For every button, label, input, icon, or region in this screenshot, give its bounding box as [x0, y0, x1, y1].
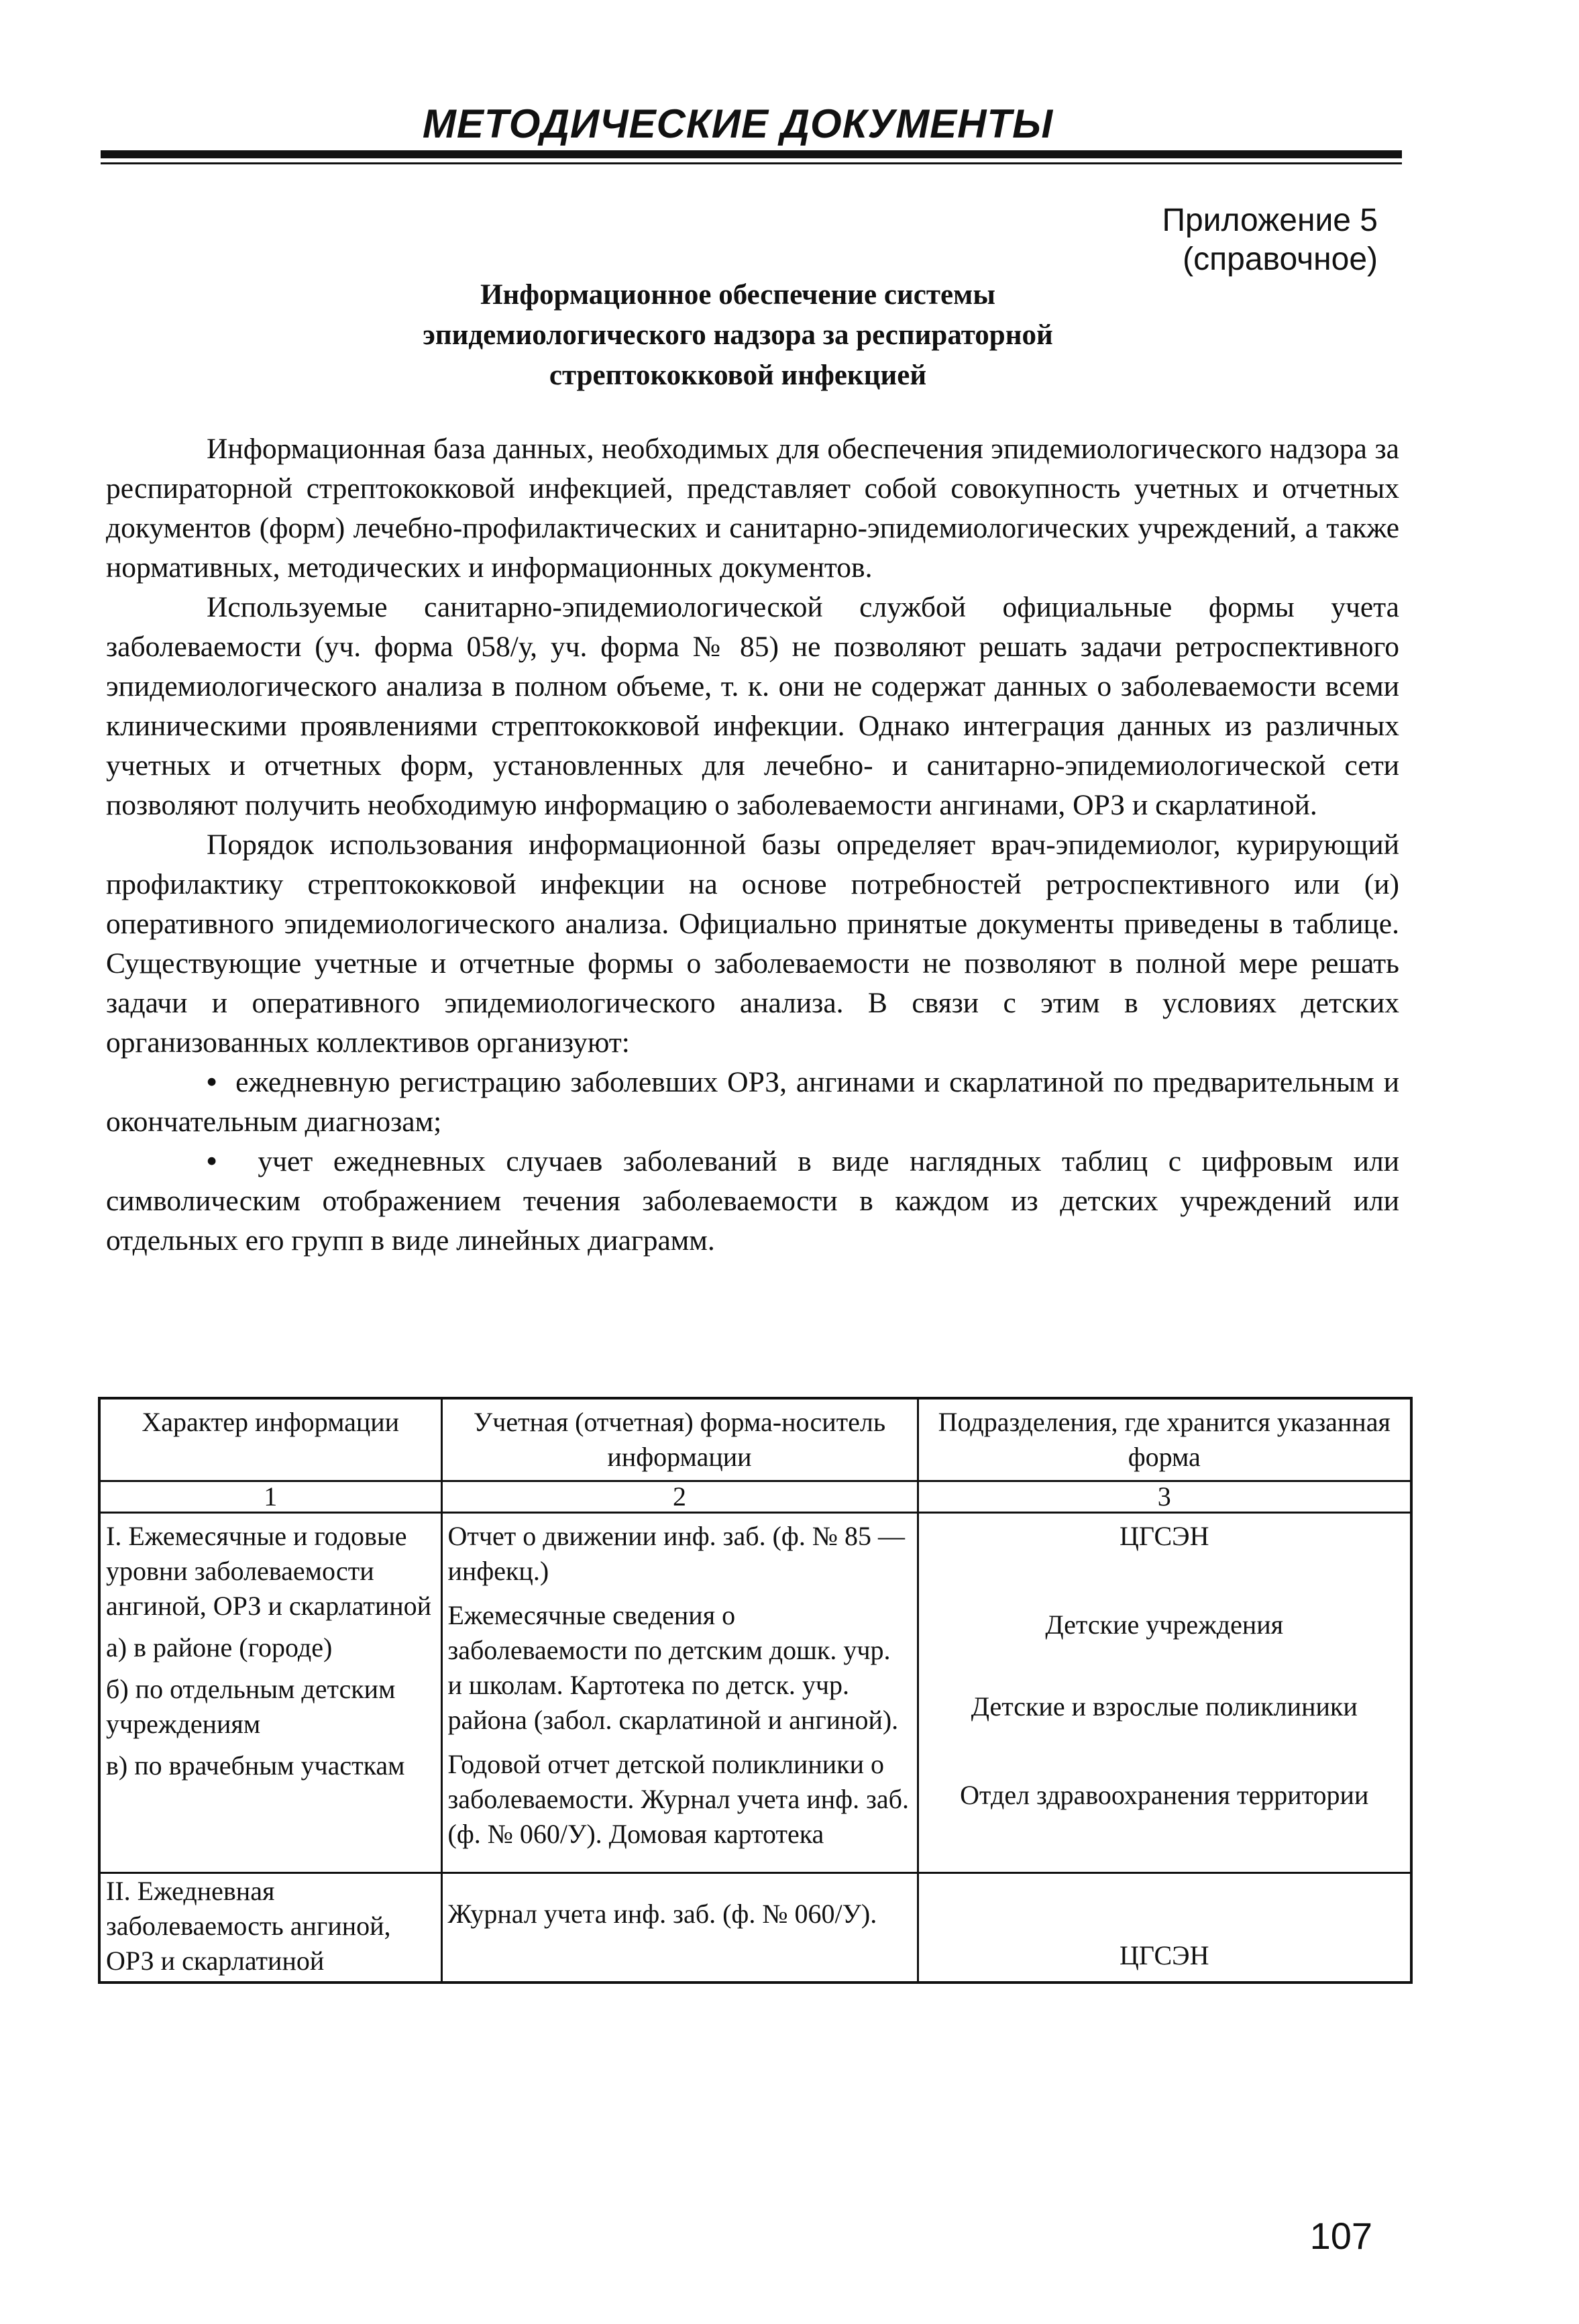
- paragraph-2: Используемые санитарно-эпидемиологической службой официальные формы учета заболеваемости (уч. форма 058/у, уч. форма № 85) не позволяют решать задачи ретроспективного эпидемиологического анализа в полном объеме, т. к. они не содержат данных о заболеваемости всеми клиническими проявлениями стрептококковой инфекции. Однако интеграция данных из различных учетных и отчетных форм, установленных для лечебно- и санитарно-эпидемиологической сети позволяют получить необходимую информацию о заболеваемости ангинами, ОРЗ и скарлатиной.: [106, 591, 1399, 821]
- row1-storage-3: Детские и взрослые поликлиники: [971, 1691, 1358, 1722]
- appendix-label: [1162, 201, 1378, 279]
- column-number-3: 3: [918, 1481, 1411, 1513]
- table-row: [99, 1873, 1411, 1983]
- row1-form-2: Ежемесячные сведения о заболеваемости по детским дошк. учр. и школам. Картотека по детск. учр. района (забол. скарлатиной и ангиной).: [447, 1600, 899, 1735]
- row1-info-c: в) по врачебным участкам: [106, 1750, 405, 1781]
- table-header-row: [99, 1398, 1411, 1481]
- page-number: 107: [1309, 2215, 1372, 2257]
- title-line-2: эпидемиологического надзора за респираторной: [423, 319, 1053, 351]
- row1-form-3: Годовой отчет детской поликлиники о заболеваемости. Журнал учета инф. заб.(ф. № 060/У). Домовая картотека: [447, 1749, 909, 1849]
- information-table: [98, 1397, 1413, 1984]
- header-form: Учетная (отчетная) форма-носитель информации: [441, 1398, 918, 1481]
- row2-form-cell: Журнал учета инф. заб. (ф. № 060/У).: [441, 1873, 918, 1983]
- appendix-type: (справочное): [1183, 242, 1378, 277]
- title-line-1: Информационное обеспечение системы: [480, 279, 995, 311]
- row1-info-cell: [99, 1513, 441, 1873]
- header-storage: Подразделения, где хранится указанная форма: [918, 1398, 1411, 1481]
- header-rule-thin: [101, 162, 1402, 164]
- section-header: МЕТОДИЧЕСКИЕ ДОКУМЕНТЫ: [422, 101, 1054, 146]
- table-row: [99, 1513, 1411, 1873]
- document-title: [288, 275, 1187, 396]
- row2-storage-cell: ЦГСЭН: [918, 1873, 1411, 1983]
- bullet-item-1: • ежедневную регистрацию заболевших ОРЗ, ангинами и скарлатиной по предварительным и окончательным диагнозам;: [106, 1063, 1399, 1142]
- row1-storage-1: ЦГСЭН: [1120, 1521, 1209, 1551]
- title-line-3: стрептококковой инфекцией: [549, 360, 927, 391]
- row1-info-a: а) в районе (городе): [106, 1632, 333, 1662]
- paragraph-3: Порядок использования информационной базы определяет врач-эпидемиолог, курирующий профилактику стрептококковой инфекции на основе потребностей ретроспективного или (и) оперативного эпидемиологического анализа. Официально принятые документы приведены в таблице. Существующие учетные и отчетные формы о заболеваемости не позволяют в полной мере решать задачи и оперативного эпидемиологического анализа. В связи с этим в условиях детских организованных коллективов организуют:: [106, 829, 1399, 1059]
- bullet-item-2: • учет ежедневных случаев заболеваний в виде наглядных таблиц с цифровым или символическим отображением течения заболеваемости в каждом из детских учреждений или отдельных его групп в виде линейных диаграмм.: [106, 1142, 1399, 1261]
- row2-info-cell: II. Ежедневная заболеваемость ангиной, ОРЗ и скарлатиной: [99, 1873, 441, 1983]
- row1-form-1: Отчет о движении инф. заб. (ф. № 85 —инфекц.): [447, 1521, 905, 1586]
- row1-info-heading: I. Ежемесячные и годовые уровни заболеваемости ангиной, ОРЗ и скарлатиной: [106, 1521, 432, 1621]
- row1-info-b: б) по отдельным детским учреждениям: [106, 1674, 396, 1739]
- column-number-1: 1: [99, 1481, 441, 1513]
- table-number-row: [99, 1481, 1411, 1513]
- appendix-number: Приложение 5: [1162, 203, 1378, 238]
- body-text: [106, 429, 1399, 1261]
- header-info-type: Характер информации: [99, 1398, 441, 1481]
- paragraph-1: Информационная база данных, необходимых для обеспечения эпидемиологического надзора за респираторной стрептококковой инфекцией, представляет собой совокупность учетных и отчетных документов (форм) лечебно-профилактических и санитарно-эпидемиологических учреждений, а также нормативных, методических и информационных документов.: [106, 433, 1399, 584]
- row1-form-cell: [441, 1513, 918, 1873]
- header-rule-thick: [101, 150, 1402, 158]
- row1-storage-cell: [918, 1513, 1411, 1873]
- row1-storage-4: Отдел здравоохранения территории: [960, 1780, 1369, 1810]
- row1-storage-2: Детские учреждения: [1045, 1609, 1284, 1640]
- column-number-2: 2: [441, 1481, 918, 1513]
